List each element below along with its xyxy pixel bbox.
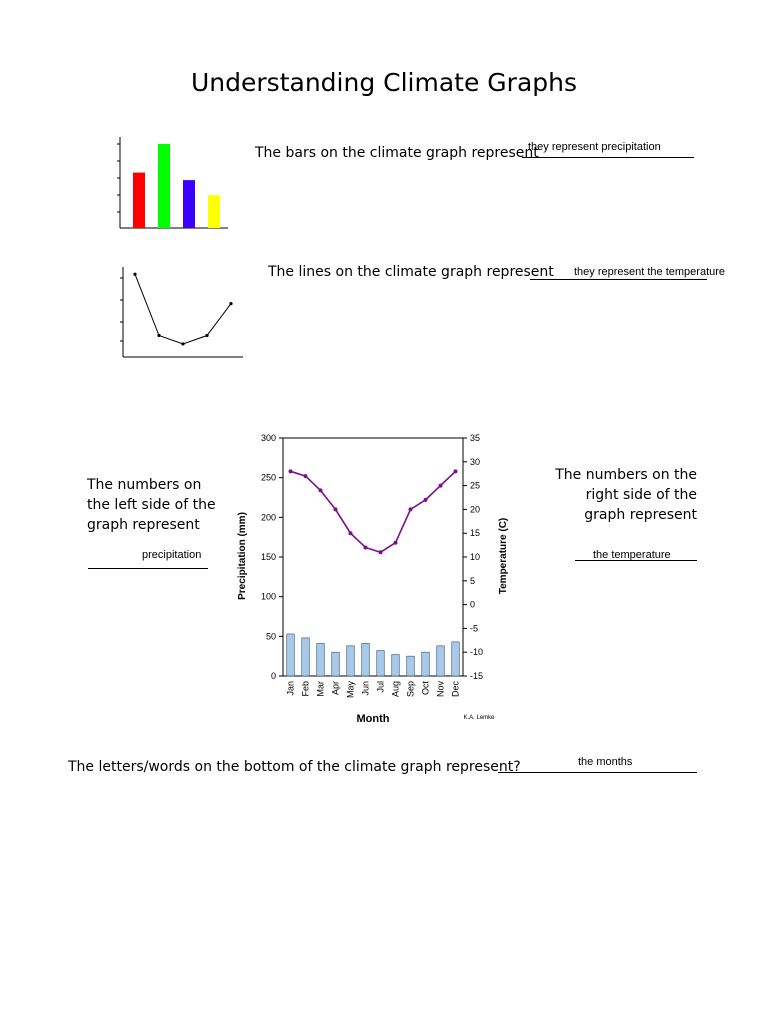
precip-bar-jan	[287, 634, 295, 676]
q1-answer: they represent precipitation	[528, 141, 661, 153]
month-label: Dec	[450, 681, 461, 698]
q4-answer: the temperature	[593, 549, 671, 561]
precip-bar-feb	[302, 638, 310, 676]
x-axis-label: Month	[356, 713, 390, 725]
temp-point-nov	[439, 484, 443, 488]
y2-axis-label: Temperature (C)	[498, 517, 509, 595]
month-label: May	[345, 681, 356, 699]
y2-tick-label: 15	[470, 528, 481, 539]
month-label: Jun	[360, 681, 371, 696]
y2-tick-label: -15	[470, 671, 484, 681]
temp-point-sep	[409, 507, 413, 511]
y-tick-label: 50	[265, 631, 276, 642]
temp-point-apr	[334, 507, 338, 511]
month-label: Aug	[390, 681, 401, 698]
bar-graph-icon	[110, 132, 230, 232]
icon-point-2	[181, 342, 184, 345]
y-axis-label: Precipitation (mm)	[237, 512, 248, 600]
icon-bar-0	[133, 173, 145, 228]
y2-tick-label: -5	[470, 623, 479, 634]
q3-prompt: The numbers on the left side of the graph represent	[87, 477, 216, 533]
temp-point-jan	[289, 469, 293, 473]
icon-bar-1	[158, 144, 170, 228]
q2-prompt: The lines on the climate graph represent	[268, 264, 554, 280]
y2-tick-label: -10	[470, 647, 484, 658]
month-label: Nov	[435, 681, 446, 698]
y2-tick-label: 25	[470, 480, 481, 491]
temp-point-may	[349, 531, 353, 535]
temp-point-aug	[394, 541, 398, 545]
y-tick-label: 100	[260, 591, 276, 602]
y2-tick-label: 5	[470, 575, 476, 586]
icon-point-1	[157, 334, 160, 337]
y-tick-label: 300	[260, 433, 276, 443]
chart-credit: K.A. Lemke	[463, 715, 495, 721]
month-label: Sep	[405, 681, 416, 698]
y-tick-label: 0	[270, 671, 276, 681]
precip-bar-jun	[362, 643, 370, 676]
precip-bar-may	[347, 646, 355, 676]
icon-line	[135, 274, 231, 344]
precip-bar-apr	[332, 652, 340, 676]
precip-bar-nov	[437, 646, 445, 676]
month-label: Jul	[375, 681, 386, 693]
y-tick-label: 200	[260, 512, 276, 523]
q1-prompt: The bars on the climate graph represent	[255, 145, 539, 161]
icon-point-4	[229, 302, 232, 305]
precip-bar-jul	[377, 651, 385, 676]
temp-point-jul	[379, 550, 383, 554]
temp-point-jun	[364, 545, 368, 549]
y-tick-label: 150	[260, 552, 276, 562]
temp-point-oct	[424, 498, 428, 502]
precip-bar-dec	[452, 642, 460, 676]
temp-point-mar	[319, 488, 323, 492]
icon-bar-2	[183, 180, 195, 228]
icon-point-0	[133, 273, 136, 276]
precip-bar-aug	[392, 655, 400, 676]
temperature-line	[291, 471, 456, 552]
y2-tick-label: 0	[470, 599, 476, 610]
q2-answer: they represent the temperature	[574, 266, 726, 278]
y-tick-label: 250	[260, 472, 276, 483]
q3-answer: precipitation	[142, 549, 202, 561]
page-title: Understanding Climate Graphs	[191, 68, 577, 97]
y2-tick-label: 20	[470, 504, 481, 515]
icon-point-3	[205, 334, 208, 337]
icon-bar-3	[208, 195, 220, 228]
q5-answer: the months	[578, 756, 633, 768]
y2-tick-label: 10	[470, 552, 481, 562]
precip-bar-mar	[317, 643, 325, 676]
plot-area	[283, 438, 463, 676]
y2-tick-label: 30	[470, 456, 481, 467]
climate-chart	[228, 425, 518, 730]
month-label: Oct	[420, 681, 431, 696]
precip-bar-oct	[422, 652, 430, 676]
line-graph-icon	[115, 262, 245, 362]
temp-point-feb	[304, 474, 308, 478]
q5-prompt: The letters/words on the bottom of the climate graph represent?	[68, 759, 521, 775]
month-label: Jan	[285, 681, 296, 696]
month-label: Feb	[300, 681, 311, 697]
month-label: Apr	[330, 681, 341, 696]
q4-prompt: The numbers on the right side of the graph represent	[555, 467, 697, 523]
precip-bar-sep	[407, 656, 415, 676]
temp-point-dec	[454, 469, 458, 473]
month-label: Mar	[315, 681, 326, 697]
y2-tick-label: 35	[470, 433, 481, 443]
